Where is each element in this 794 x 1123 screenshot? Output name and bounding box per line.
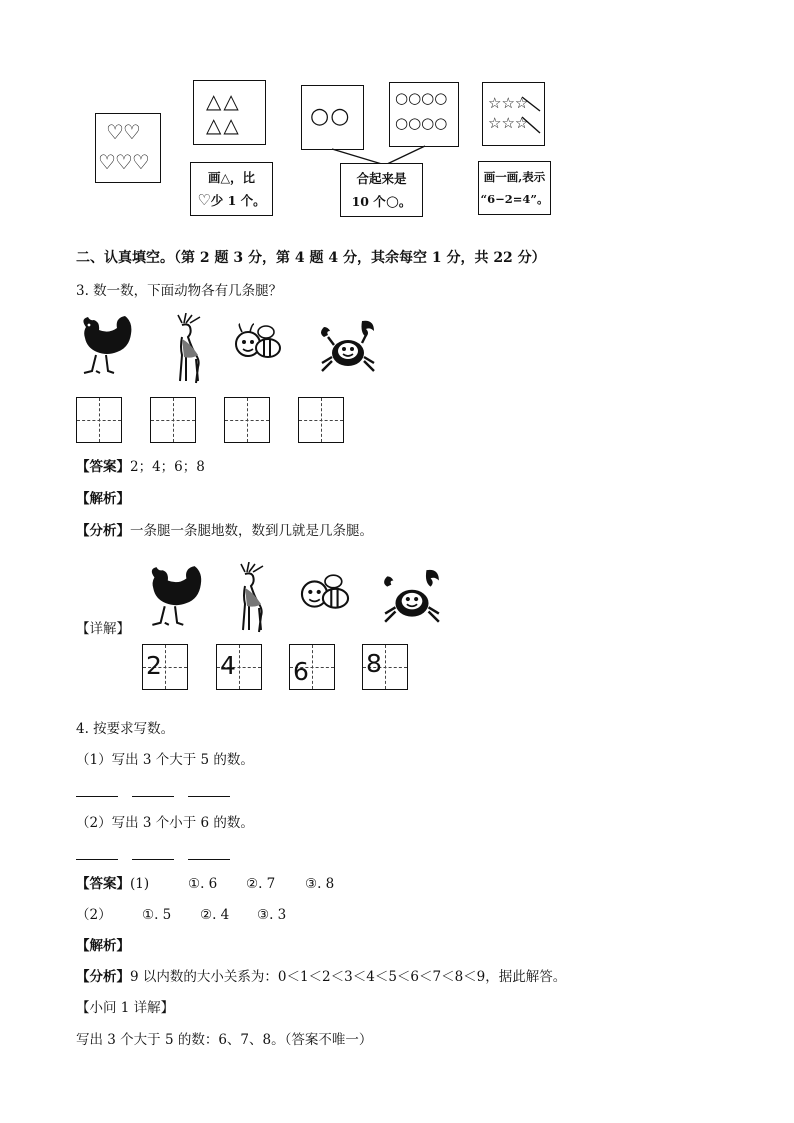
deer-icon — [170, 313, 210, 385]
blank-2-2[interactable] — [132, 859, 174, 860]
q4-jiexi-label: 【解析】 — [76, 938, 130, 954]
q4-prompt: 4. 按要求写数。 — [76, 721, 175, 737]
caption-middle-line1: 合起来是 — [356, 171, 407, 186]
stars-row-2: ☆☆☆ — [488, 114, 529, 132]
caption-left-line2: ♡少 1 个。 — [197, 191, 266, 209]
answer-text: 2；4；6；8 — [130, 459, 205, 475]
q4-answer-line-2: （2） — [76, 907, 112, 923]
bee-icon-2 — [297, 571, 353, 615]
filled-box-bee — [289, 644, 335, 690]
answer-box-bee[interactable] — [224, 397, 270, 443]
q4-sub2: （2）写出 3 个小于 6 的数。 — [76, 815, 254, 831]
heart-icon: ♡ — [197, 191, 211, 209]
answer-box-rooster[interactable] — [76, 397, 122, 443]
q4-xiaowen-label: 【小问 1 详解】 — [76, 1000, 175, 1016]
caption-box-left — [190, 162, 273, 216]
crab-icon — [316, 317, 380, 377]
blank-1-2[interactable] — [132, 796, 174, 797]
q3-xiangjie-label: 【详解】 — [76, 621, 130, 637]
rooster-icon-2 — [140, 563, 208, 631]
two-circles-row: ○○ — [310, 104, 351, 129]
triangles-row-2: △△ — [206, 113, 241, 137]
eight-circles-box — [389, 82, 459, 147]
rooster-icon — [74, 313, 136, 379]
hearts-row-1: ♡♡ — [106, 120, 140, 144]
q4-xiaowen-text: 写出 3 个大于 5 的数：6、7、8。（答案不唯一） — [76, 1032, 373, 1048]
blank-1-3[interactable] — [188, 796, 230, 797]
deer-icon-2 — [232, 562, 274, 634]
blank-1-1[interactable] — [76, 796, 118, 797]
blank-2-3[interactable] — [188, 859, 230, 860]
digit-rooster: 2 — [146, 651, 162, 680]
q4-ans1-item-3: ③. 8 — [305, 876, 335, 892]
q3-answer — [76, 458, 205, 476]
q4-ans2-item-2: ②. 4 — [200, 907, 230, 923]
digit-crab: 8 — [366, 649, 382, 678]
q4-ans1-item-2: ②. 7 — [246, 876, 276, 892]
answer-box-deer[interactable] — [150, 397, 196, 443]
caption-box-right — [478, 161, 551, 215]
q3-fenxi: 【分析】一条腿一条腿地数，数到几就是几条腿。 — [76, 523, 373, 539]
q4-sub1: （1）写出 3 个大于 5 的数。 — [76, 752, 254, 768]
caption-left-line1: 画△，比 — [207, 170, 256, 185]
caption-right-line1: 画一画,表示 — [483, 170, 546, 184]
filled-box-crab — [362, 644, 408, 690]
filled-box-deer — [216, 644, 262, 690]
stars-box — [482, 82, 545, 146]
caption-box-middle — [340, 163, 423, 217]
q4-answer-line-1: 【答案】(1) — [76, 876, 150, 892]
crossed-stars-strike — [520, 95, 544, 135]
two-circles-box — [301, 85, 364, 150]
bee-icon — [232, 322, 284, 364]
triangles-box — [193, 80, 266, 145]
digit-bee: 6 — [293, 657, 309, 686]
eight-circles-row-2: ○○○○ — [395, 114, 448, 132]
circle-icon: ○ — [385, 192, 399, 210]
q3-jiexi-label: 【解析】 — [76, 491, 130, 507]
caption-right-line2: “6−2=4”。 — [480, 192, 549, 206]
q4-ans2-item-3: ③. 3 — [257, 907, 287, 923]
caption-middle-line2: 10 个○。 — [351, 192, 412, 210]
digit-deer: 4 — [220, 651, 236, 680]
q4-ans2-item-1: ①. 5 — [142, 907, 172, 923]
q4-fenxi: 【分析】9 以内数的大小关系为：0＜1＜2＜3＜4＜5＜6＜7＜8＜9，据此解答。 — [76, 969, 567, 985]
hearts-row-2: ♡♡♡ — [98, 150, 149, 174]
section-heading: 二、认真填空。（第 2 题 3 分，第 4 题 4 分，其余每空 1 分，共 22 分） — [76, 250, 546, 266]
stars-row-1: ☆☆☆ — [488, 94, 529, 112]
triangles-row-1: △△ — [206, 89, 241, 113]
eight-circles-row-1: ○○○○ — [395, 89, 448, 107]
q4-ans1-item-1: ①. 6 — [188, 876, 218, 892]
answer-box-crab[interactable] — [298, 397, 344, 443]
q3-prompt: 3. 数一数，下面动物各有几条腿？ — [76, 283, 283, 299]
answer-label: 【答案】 — [76, 459, 130, 475]
crab-icon-2 — [378, 566, 446, 628]
blank-2-1[interactable] — [76, 859, 118, 860]
filled-box-rooster — [142, 644, 188, 690]
hearts-box — [95, 113, 161, 183]
